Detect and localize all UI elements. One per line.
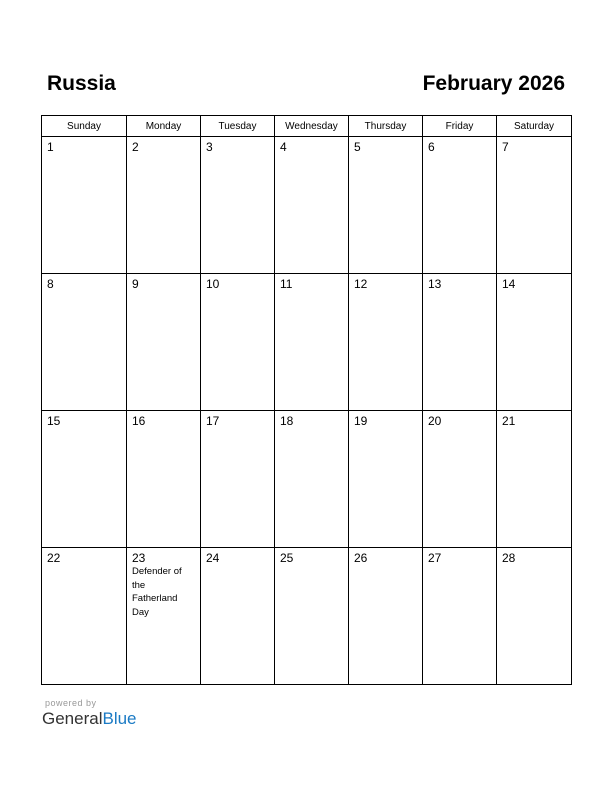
- day-cell: [127, 137, 201, 274]
- day-cell: [275, 274, 349, 411]
- day-number: 9: [132, 277, 139, 291]
- day-cell: [423, 274, 497, 411]
- day-cell: [275, 137, 349, 274]
- day-number: 22: [47, 551, 61, 565]
- day-cell: [423, 548, 497, 685]
- day-number: 12: [354, 277, 368, 291]
- day-number: 4: [280, 140, 287, 154]
- day-cell: [201, 411, 275, 548]
- day-cell: [201, 274, 275, 411]
- day-number: 23: [132, 551, 146, 565]
- footer-branding: [42, 698, 137, 729]
- weekday-wednesday: Wednesday: [275, 116, 349, 137]
- day-number: 7: [502, 140, 509, 154]
- day-cell: [275, 548, 349, 685]
- day-number: 28: [502, 551, 516, 565]
- month-year-title: February 2026: [422, 72, 565, 95]
- day-number: 18: [280, 414, 294, 428]
- weekday-sunday: Sunday: [42, 116, 127, 137]
- weekday-monday: Monday: [127, 116, 201, 137]
- day-number: 10: [206, 277, 220, 291]
- day-number: 1: [47, 140, 54, 154]
- day-number: 15: [47, 414, 61, 428]
- day-cell: [127, 411, 201, 548]
- powered-by-text: powered by: [45, 698, 97, 708]
- day-number: 19: [354, 414, 368, 428]
- day-number: 2: [132, 140, 139, 154]
- week-row: [42, 548, 572, 685]
- day-cell: [42, 274, 127, 411]
- day-number: 5: [354, 140, 361, 154]
- day-cell: [349, 411, 423, 548]
- day-cell: [349, 274, 423, 411]
- day-number: 20: [428, 414, 442, 428]
- day-cell: [275, 411, 349, 548]
- day-number: 17: [206, 414, 220, 428]
- brand-blue: Blue: [102, 709, 137, 728]
- day-number: 11: [280, 277, 293, 291]
- day-number: 16: [132, 414, 146, 428]
- day-number: 13: [428, 277, 442, 291]
- day-number: 14: [502, 277, 516, 291]
- day-cell: [127, 274, 201, 411]
- day-cell: [201, 137, 275, 274]
- day-cell: [497, 274, 572, 411]
- weekday-saturday: Saturday: [497, 116, 572, 137]
- calendar-grid: [41, 115, 572, 685]
- week-row: [42, 411, 572, 548]
- day-number: 25: [280, 551, 294, 565]
- week-row: [42, 274, 572, 411]
- weekday-thursday: Thursday: [349, 116, 423, 137]
- day-cell: [423, 411, 497, 548]
- country-title: Russia: [47, 72, 116, 95]
- day-cell: [349, 137, 423, 274]
- day-number: 21: [502, 414, 516, 428]
- day-cell: [423, 137, 497, 274]
- day-cell: [42, 548, 127, 685]
- day-number: 8: [47, 277, 54, 291]
- day-number: 24: [206, 551, 220, 565]
- week-row: [42, 137, 572, 274]
- day-cell: [349, 548, 423, 685]
- weekday-header-row: [42, 116, 572, 137]
- day-cell: [497, 411, 572, 548]
- day-cell: [42, 137, 127, 274]
- weekday-tuesday: Tuesday: [201, 116, 275, 137]
- day-number: 3: [206, 140, 213, 154]
- day-cell: [201, 548, 275, 685]
- day-number: 27: [428, 551, 442, 565]
- day-cell: [127, 548, 201, 685]
- holiday-label: Defender of the Fatherland Day: [132, 566, 182, 618]
- day-number: 6: [428, 140, 435, 154]
- day-cell: [497, 137, 572, 274]
- brand-general: General: [42, 709, 103, 728]
- day-cell: [42, 411, 127, 548]
- weekday-friday: Friday: [423, 116, 497, 137]
- day-number: 26: [354, 551, 368, 565]
- day-cell: [497, 548, 572, 685]
- brand-logo[interactable]: [42, 709, 137, 729]
